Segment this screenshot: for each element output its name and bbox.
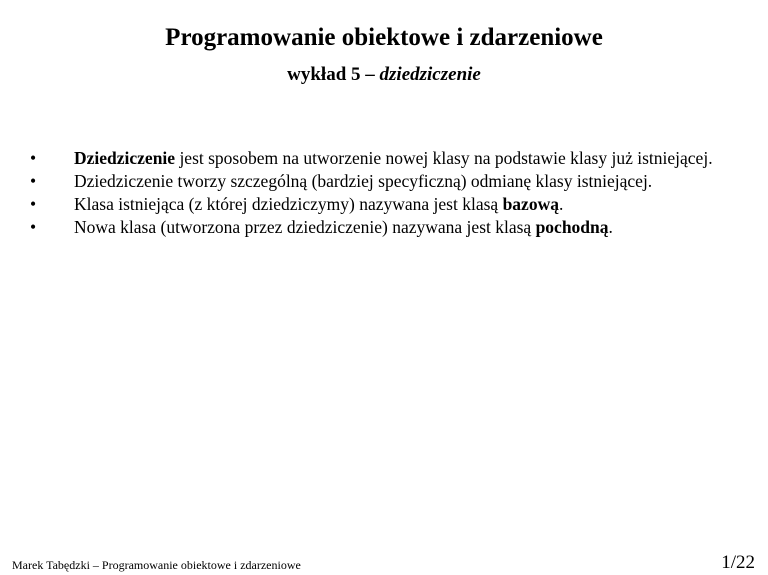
subtitle-topic: dziedziczenie — [379, 64, 481, 85]
bullet-item — [30, 194, 760, 214]
slide-subtitle — [0, 62, 768, 88]
bullet-bold-term: bazową — [502, 194, 559, 214]
bullet-tail: . — [608, 217, 613, 237]
bullet-icon: • — [30, 217, 37, 237]
bullet-lead-bold: Dziedziczenie — [74, 148, 176, 168]
bullet-icon: • — [30, 194, 37, 214]
bullet-item — [30, 171, 760, 191]
bullet-tail: . — [558, 194, 564, 214]
slide-title: Programowanie obiektowe i zdarzeniowe — [165, 24, 603, 51]
footer-author-course: Marek Tabędzki – Programowanie obiektowe i zdarzeniowe — [12, 558, 301, 572]
footer-page-number: 1/22 — [721, 552, 755, 573]
bullet-text: Klasa istniejąca (z której dziedziczymy) nazywana jest klasą — [74, 194, 503, 214]
subtitle-prefix: wykład 5 – — [287, 64, 380, 85]
bullet-text: jest sposobem na utworzenie nowej klasy na podstawie klasy już istniejącej. — [175, 148, 713, 168]
bullet-item — [30, 217, 760, 237]
bullet-item — [30, 148, 760, 168]
bullet-bold-term: pochodną — [535, 217, 609, 237]
bullet-icon: • — [30, 171, 37, 191]
bullet-icon: • — [30, 148, 37, 168]
bullet-text: Dziedziczenie tworzy szczególną (bardziej specyficzną) odmianę klasy istniejącej. — [74, 171, 653, 191]
bullet-list — [30, 148, 760, 240]
bullet-text: Nowa klasa (utworzona przez dziedziczenie) nazywana jest klasą — [74, 217, 536, 237]
